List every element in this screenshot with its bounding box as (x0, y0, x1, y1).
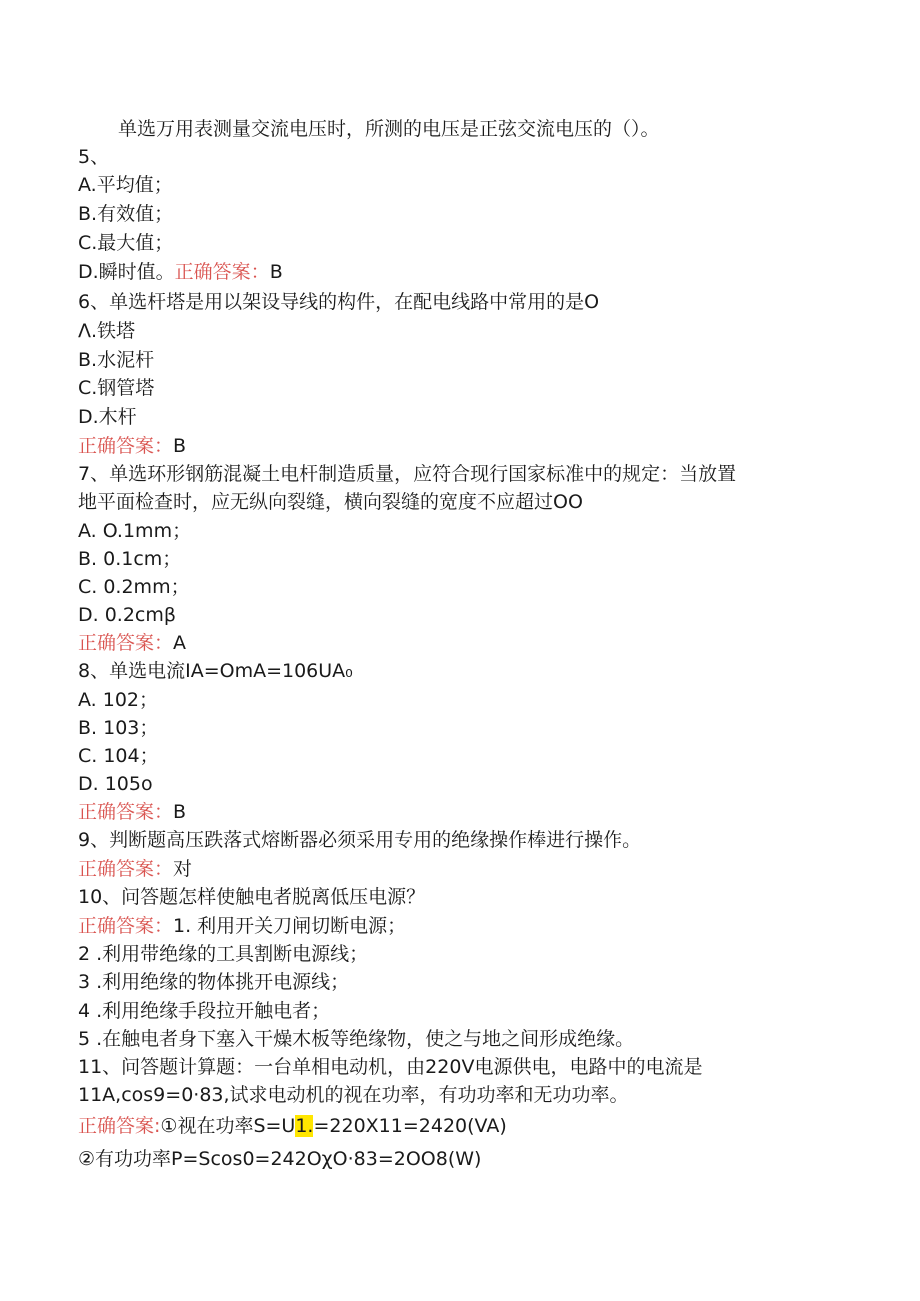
q7-option-c: C. 0.2mm； (78, 576, 190, 598)
q8-option-b: B. 103； (78, 717, 159, 739)
q5-stem: 单选万用表测量交流电压时，所测的电压是正弦交流电压的（）。 (118, 118, 660, 140)
q11-answer (78, 1112, 507, 1140)
q6-option-b: B.水泥杆 (78, 349, 155, 371)
answer-label: 正确答案： (78, 435, 174, 457)
q9-answer (78, 855, 192, 883)
answer-label: 正确答案： (78, 632, 174, 654)
q5-number: 5、 (78, 146, 110, 168)
q7-stem-line1: 7、单选环形钢筋混凝土电杆制造质量，应符合现行国家标准中的规定：当放置 (78, 463, 737, 485)
q8-stem: 8、单选电流IA=OmA=106UA₀ (78, 660, 353, 682)
q6-option-d: D.木杆 (78, 406, 137, 428)
q11-answer-item-2: ②有功功率P=Scos0=242OχO·83=2OO8(W) (78, 1148, 482, 1170)
q6-option-a: Λ.铁塔 (78, 320, 136, 342)
answer-label: 正确答案： (78, 801, 174, 823)
q5-option-b: B.有效值； (78, 203, 174, 225)
q7-stem-line2: 地平面检查时，应无纵向裂缝，横向裂缝的宽度不应超过OO (78, 491, 583, 513)
q9-stem: 9、判断题高压跌落式熔断器必须采用专用的绝缘操作棒进行操作。 (78, 829, 642, 851)
q6-option-c: C.钢管塔 (78, 377, 155, 399)
q7-answer (78, 629, 186, 657)
q6-answer (78, 432, 186, 460)
q11-stem-line2: 11A,cos9=0·83,试求电动机的视在功率，有功功率和无功功率。 (78, 1084, 629, 1106)
q10-answer-item-3: 3 .利用绝缘的物体挑开电源线； (78, 971, 350, 993)
q10-answer-item-5: 5 .在触电者身下塞入干燥木板等绝缘物，使之与地之间形成绝缘。 (78, 1028, 635, 1050)
q8-answer (78, 798, 186, 826)
q8-option-d: D. 105o (78, 773, 153, 795)
answer-label: 正确答案： (174, 261, 270, 283)
q5-option-c: C.最大值； (78, 232, 174, 254)
answer-value: 对 (173, 858, 193, 880)
q6-stem: 6、单选杆塔是用以架设导线的构件，在配电线路中常用的是O (78, 291, 600, 313)
q8-option-a: A. 102； (78, 689, 159, 711)
answer-label: 正确答案： (78, 915, 174, 937)
q10-stem: 10、问答题怎样使触电者脱离低压电源？ (78, 886, 426, 908)
q10-answer-item-2: 2 .利用带绝缘的工具割断电源线； (78, 943, 369, 965)
answer-value: B (173, 435, 187, 457)
answer-label: 正确答案: (78, 1115, 161, 1137)
highlighted-text: 1. (295, 1115, 314, 1137)
q11-stem-line1: 11、问答题计算题：一台单相电动机，由220V电源供电，电路中的电流是 (78, 1056, 703, 1078)
answer-value: B (173, 801, 187, 823)
answer-value-post: =220X11=2420(VA) (313, 1115, 507, 1137)
q5-option-d-with-answer (78, 258, 283, 286)
q5-option-d: D.瞬时值。 (78, 261, 175, 283)
q8-option-c: C. 104； (78, 745, 159, 767)
answer-value: 1. 利用开关刀闸切断电源； (173, 915, 407, 937)
q5-option-a: A.平均值； (78, 174, 173, 196)
q7-option-a: A. O.1mm； (78, 520, 192, 542)
q10-answer-item-4: 4 .利用绝缘手段拉开触电者； (78, 1000, 331, 1022)
q7-option-b: B. 0.1cm； (78, 548, 182, 570)
q7-option-d: D. 0.2cmβ (78, 604, 177, 626)
answer-label: 正确答案： (78, 858, 174, 880)
q10-answer (78, 912, 406, 940)
answer-value: B (269, 261, 283, 283)
answer-value-pre: ①视在功率S=U (160, 1115, 296, 1137)
answer-value: A (173, 632, 187, 654)
